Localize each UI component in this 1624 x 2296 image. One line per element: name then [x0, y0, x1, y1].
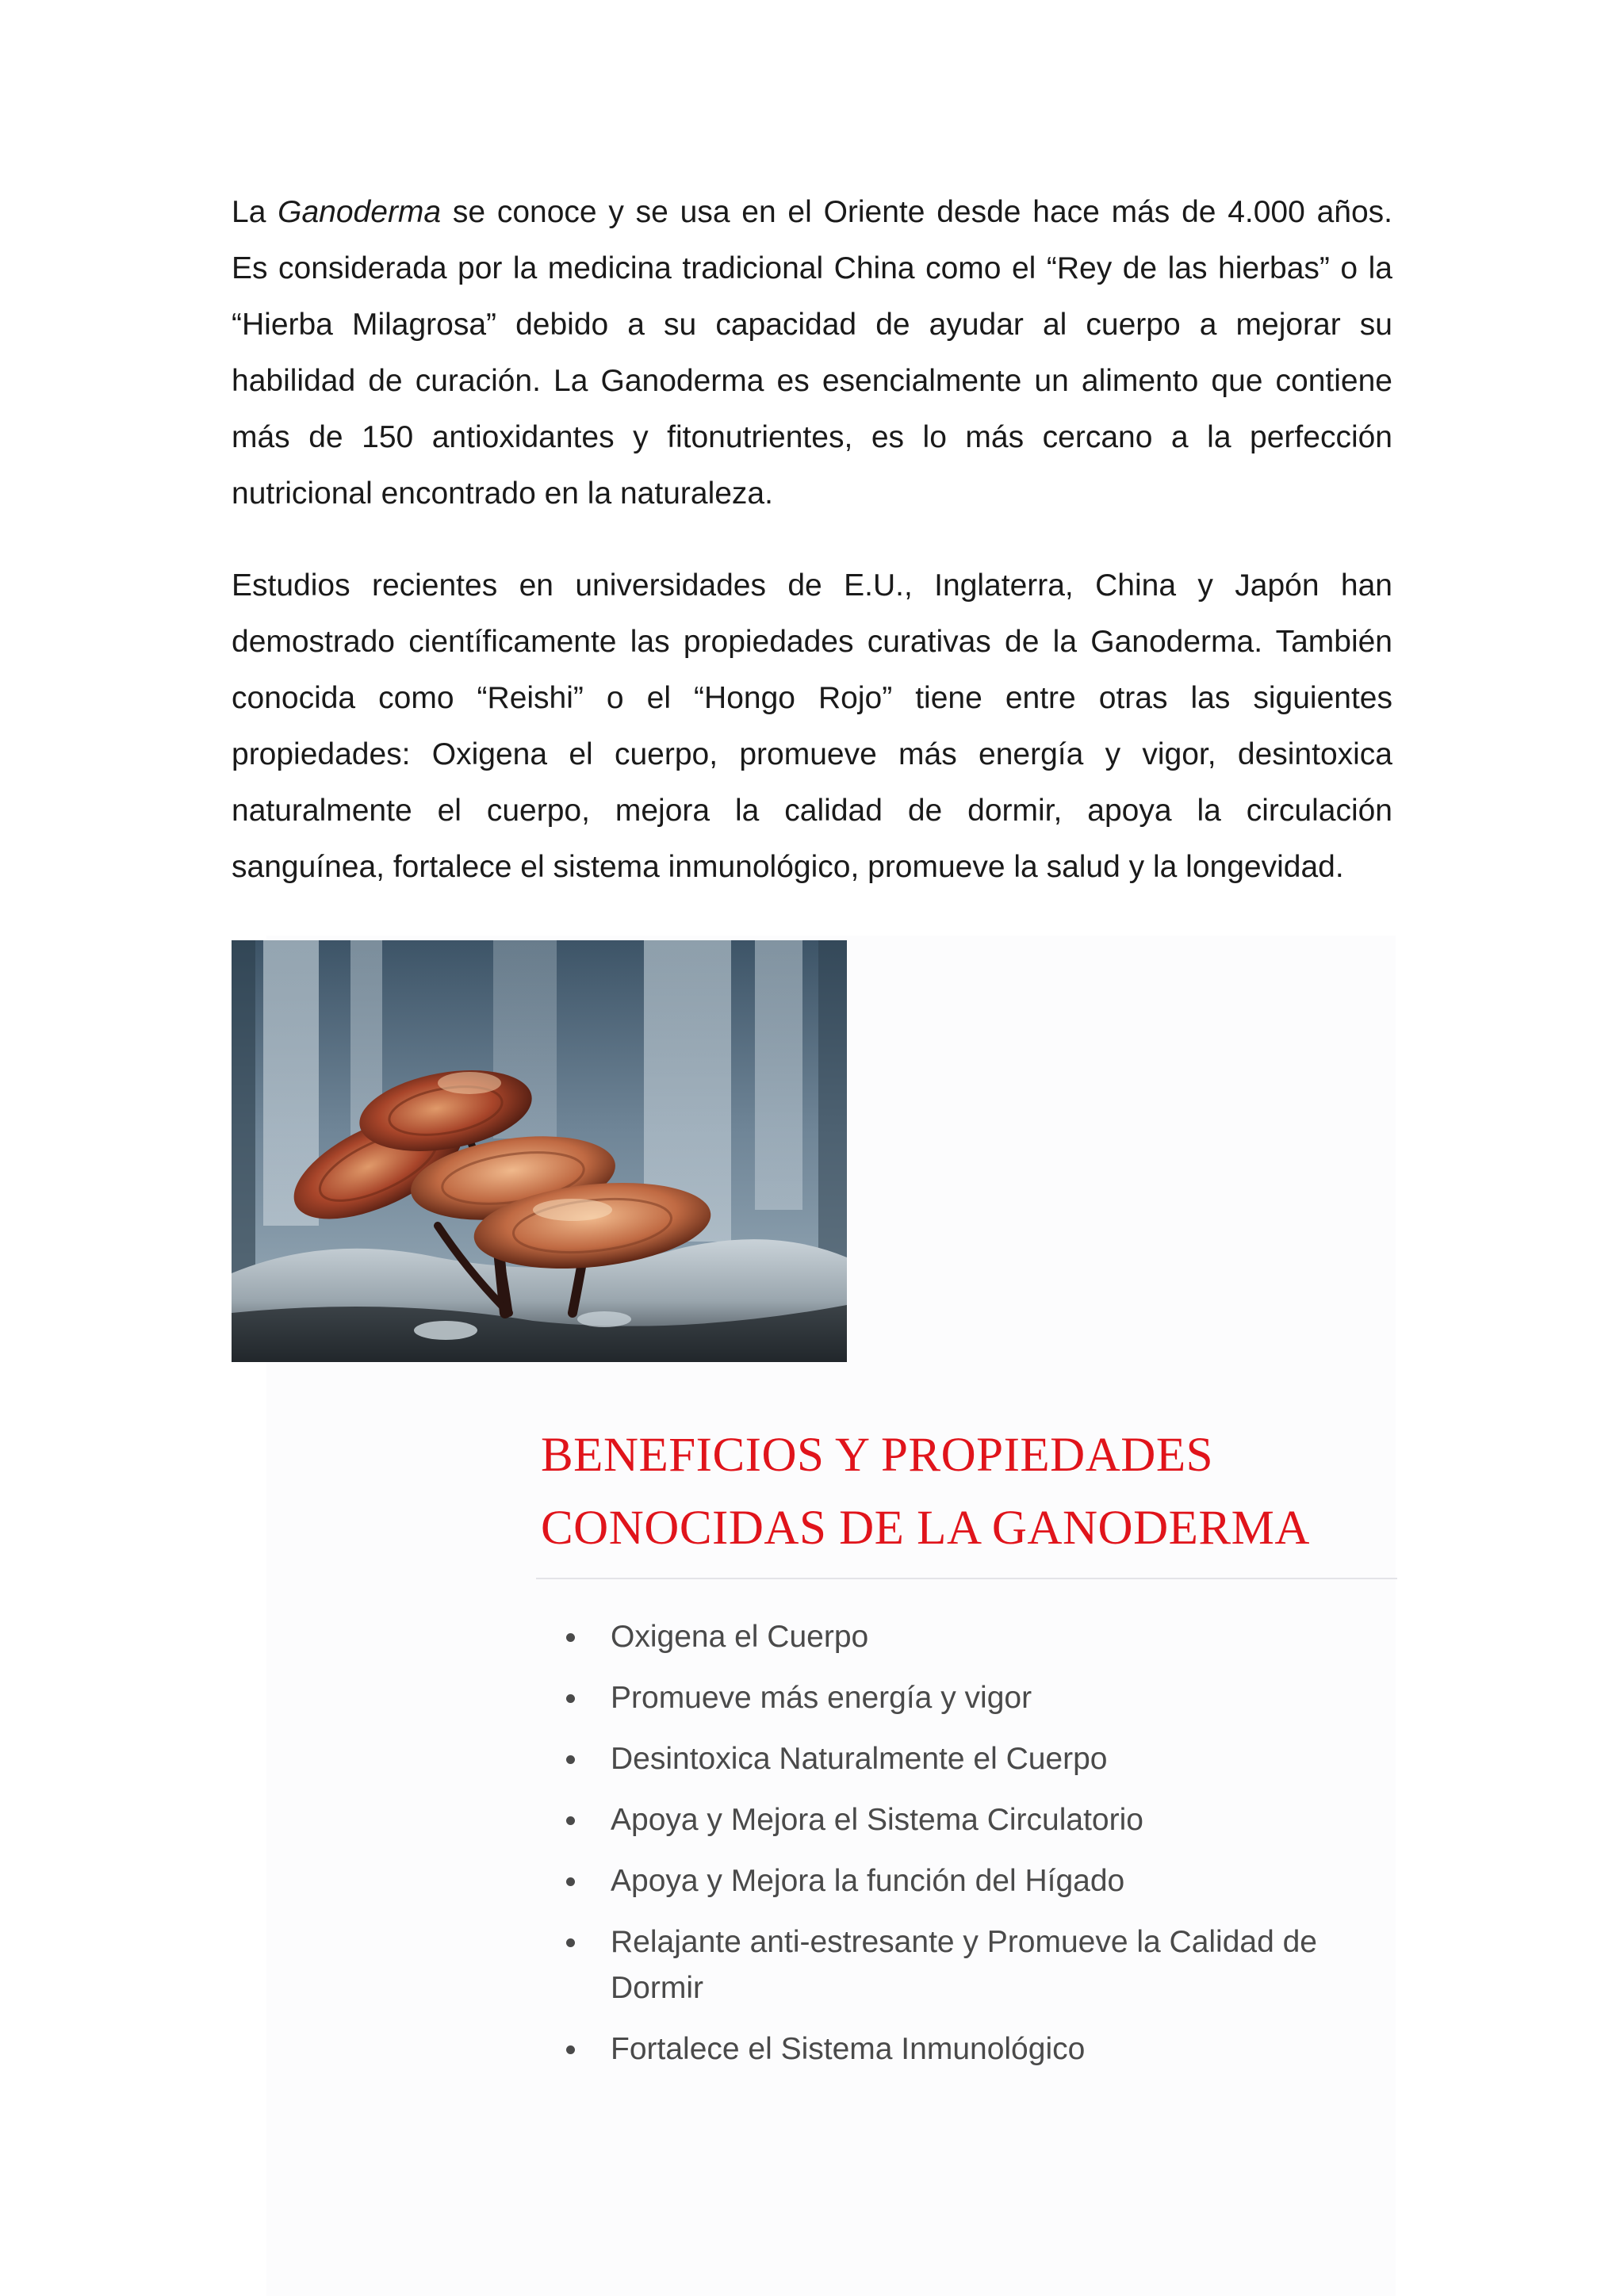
bullet-icon: [566, 1755, 575, 1764]
paragraph-line: Es considerada por la medicina tradicional China como el “Rey de las hierbas” o la: [232, 251, 1392, 285]
list-item-text: Oxigena el Cuerpo: [611, 1620, 869, 1654]
paragraph-line: [232, 184, 1392, 240]
text-run: La: [232, 195, 278, 229]
paragraph-line: Estudios recientes en universidades de E.U., Inglaterra, China y Japón han: [232, 568, 1392, 603]
list-item-text: Promueve más energía y vigor: [611, 1681, 1032, 1715]
paragraph-line: habilidad de curación. La Ganoderma es esencialmente un alimento que contiene: [232, 364, 1392, 398]
paragraph-line: propiedades: Oxigena el cuerpo, promueve más energía y vigor, desintoxica: [232, 737, 1392, 771]
paragraph-line: conocida como “Reishi” o el “Hongo Rojo” tiene entre otras las siguientes: [232, 681, 1392, 715]
paragraph-line: más de 150 antioxidantes y fitonutrientes, es lo más cercano a la perfección: [232, 420, 1392, 454]
bullet-icon: [566, 1877, 575, 1886]
text-run: se conoce y se usa en el Oriente desde hace más de 4.000 años.: [441, 195, 1392, 229]
bullet-icon: [566, 2045, 575, 2054]
list-item: [555, 1797, 1396, 1843]
intro-paragraph: [232, 184, 1392, 522]
list-item: [555, 1675, 1396, 1721]
benefits-list: [555, 1614, 1396, 2087]
bullet-icon: [566, 1938, 575, 1947]
bullet-icon: [566, 1694, 575, 1703]
paragraph-line: “Hierba Milagrosa” debido a su capacidad de ayudar al cuerpo a mejorar su: [232, 308, 1392, 342]
heading-line-2: CONOCIDAS DE LA GANODERMA: [541, 1502, 1310, 1555]
list-item-text: Desintoxica Naturalmente el Cuerpo: [611, 1742, 1108, 1776]
studies-paragraph: [232, 557, 1392, 895]
ganoderma-italic-term: Ganoderma: [278, 195, 442, 229]
list-item: [555, 1858, 1396, 1904]
benefits-heading: [541, 1419, 1381, 1565]
heading-line-1: BENEFICIOS Y PROPIEDADES: [541, 1429, 1214, 1482]
paragraph-line: nutricional encontrado en la naturaleza.: [232, 476, 773, 511]
list-item-text: Apoya y Mejora el Sistema Circulatorio: [611, 1803, 1143, 1837]
ganoderma-mushroom-photo: [232, 940, 847, 1362]
bullet-icon: [566, 1816, 575, 1825]
list-item: [555, 2026, 1396, 2072]
list-item-text: Fortalece el Sistema Inmunológico: [611, 2032, 1086, 2066]
heading-divider: [536, 1578, 1397, 1579]
paragraph-line: naturalmente el cuerpo, mejora la calidad de dormir, apoya la circulación: [232, 794, 1392, 828]
bullet-icon: [566, 1633, 575, 1642]
list-item: [555, 1736, 1396, 1782]
list-item-text: Apoya y Mejora la función del Hígado: [611, 1864, 1125, 1898]
list-item: [555, 1919, 1396, 2011]
list-item: [555, 1614, 1396, 1660]
paragraph-line: sanguínea, fortalece el sistema inmunológico, promueve la salud y la longevidad.: [232, 850, 1344, 884]
paragraph-line: demostrado científicamente las propiedades curativas de la Ganoderma. También: [232, 625, 1392, 659]
list-item-text: Relajante anti-estresante y Promueve la Calidad de Dormir: [611, 1925, 1318, 2005]
